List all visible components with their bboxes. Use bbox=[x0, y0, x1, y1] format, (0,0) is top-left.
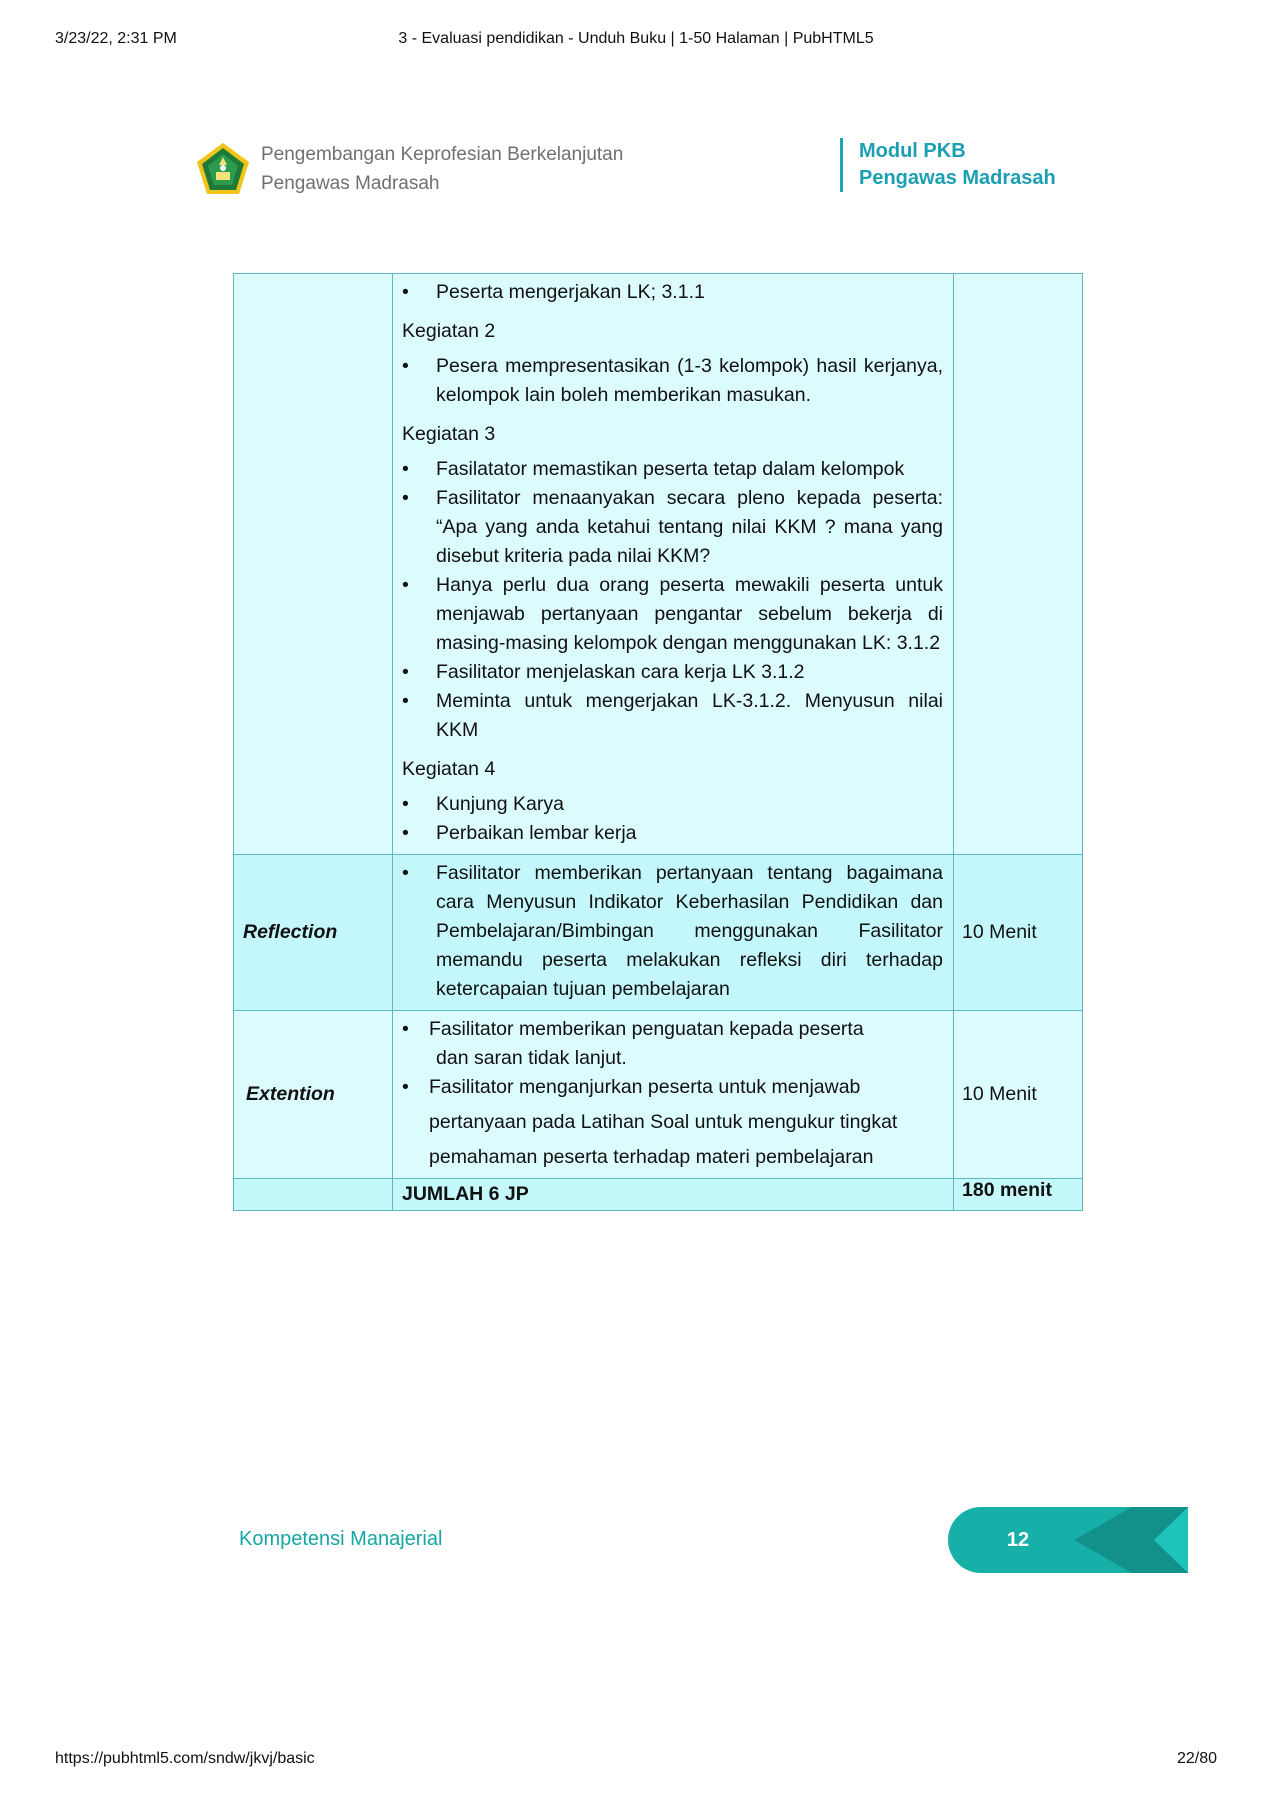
modul-line-2: Pengawas Madrasah bbox=[859, 167, 1056, 189]
kemenag-logo-icon bbox=[196, 142, 250, 196]
list-item: • Meminta untuk mengerjakan LK-3.1.2. Menyusun nilai KKM bbox=[402, 687, 943, 745]
total-duration-cell bbox=[954, 1179, 1083, 1211]
list-item: • Peserta mengerjakan LK; 3.1.1 bbox=[402, 278, 943, 307]
kegiatan-4-title: Kegiatan 4 bbox=[402, 758, 496, 780]
paragraph: pertanyaan pada Latihan Soal untuk mengukur tingkat bbox=[429, 1111, 898, 1133]
print-page-counter: 22/80 bbox=[1176, 1750, 1217, 1767]
paragraph: pemahaman peserta terhadap materi pembelajaran bbox=[429, 1146, 874, 1168]
kegiatan-2-title: Kegiatan 2 bbox=[402, 320, 496, 342]
stage-label-extention: Extention bbox=[246, 1083, 335, 1105]
stage-label-reflection: Reflection bbox=[243, 921, 338, 943]
list-item: • Fasilitator menjelaskan cara kerja LK 3.1.2 bbox=[402, 658, 943, 687]
print-url: https://pubhtml5.com/sndw/jkvj/basic bbox=[55, 1750, 315, 1767]
table-row-total bbox=[234, 1179, 1083, 1211]
duration-extention: 10 Menit bbox=[962, 1083, 1037, 1105]
duration-cell-empty bbox=[954, 274, 1083, 855]
header-divider bbox=[840, 138, 843, 192]
modul-title bbox=[859, 138, 1056, 192]
table-row-continuation bbox=[234, 274, 1083, 855]
page-number-tab bbox=[948, 1507, 1188, 1573]
table-row-extention bbox=[234, 1011, 1083, 1179]
org-line-2: Pengawas Madrasah bbox=[261, 173, 440, 194]
activity-cell bbox=[393, 1011, 954, 1179]
stage-cell bbox=[234, 855, 393, 1011]
list-item: • Hanya perlu dua orang peserta mewakili peserta untuk menjawab pertanyaan pengantar sebelum bekerja di masing-masing kelompok dengan menggunakan LK: 3.1.2 bbox=[402, 571, 943, 658]
activity-table bbox=[233, 273, 1083, 1211]
total-label: JUMLAH 6 JP bbox=[402, 1183, 529, 1205]
list-item: • Perbaikan lembar kerja bbox=[402, 819, 943, 848]
document-header bbox=[196, 138, 1078, 198]
duration-cell bbox=[954, 1011, 1083, 1179]
duration-cell bbox=[954, 855, 1083, 1011]
activity-cell bbox=[393, 855, 954, 1011]
list-item: • Fasilitator menganjurkan peserta untuk menjawab bbox=[402, 1073, 943, 1102]
modul-line-1: Modul PKB bbox=[859, 140, 966, 162]
browser-print-footer bbox=[55, 1750, 1217, 1774]
duration-reflection: 10 Menit bbox=[962, 921, 1037, 943]
stage-cell bbox=[234, 1011, 393, 1179]
list-item: • Fasilatator memastikan peserta tetap dalam kelompok bbox=[402, 455, 943, 484]
table-row-reflection bbox=[234, 855, 1083, 1011]
total-duration: 180 menit bbox=[962, 1179, 1052, 1201]
browser-print-header bbox=[55, 30, 1217, 54]
stage-cell-empty bbox=[234, 1179, 393, 1211]
list-item: • Fasilitator menaanyakan secara pleno kepada peserta: “Apa yang anda ketahui tentang nilai KKM ? mana yang disebut kriteria pada nilai KKM? bbox=[402, 484, 943, 571]
stage-cell-empty bbox=[234, 274, 393, 855]
print-datetime: 3/23/22, 2:31 PM bbox=[55, 30, 177, 47]
list-item: • Fasilitator memberikan penguatan kepada peserta bbox=[402, 1015, 943, 1044]
list-item-continuation: dan saran tidak lanjut. bbox=[436, 1047, 627, 1069]
print-page-title: 3 - Evaluasi pendidikan - Unduh Buku | 1-50 Halaman | PubHTML5 bbox=[398, 30, 874, 47]
page-number: 12 bbox=[1006, 1529, 1030, 1551]
list-item: • Pesera mempresentasikan (1-3 kelompok) hasil kerjanya, kelompok lain boleh memberikan masukan. bbox=[402, 352, 943, 410]
activity-cell bbox=[393, 274, 954, 855]
total-label-cell bbox=[393, 1179, 954, 1211]
org-line-1: Pengembangan Keprofesian Berkelanjutan bbox=[261, 144, 624, 165]
list-item: • Kunjung Karya bbox=[402, 790, 943, 819]
kegiatan-3-title: Kegiatan 3 bbox=[402, 423, 496, 445]
list-item: • Fasilitator memberikan pertanyaan tentang bagaimana cara Menyusun Indikator Keberhasilan Pendidikan dan Pembelajaran/Bimbingan menggunakan Fasilitator memandu peserta melakukan refleksi diri terhadap ketercapaian tujuan pembelajaran bbox=[402, 859, 943, 1004]
footer-section-label: Kompetensi Manajerial bbox=[239, 1528, 443, 1550]
organization-name bbox=[261, 140, 623, 198]
